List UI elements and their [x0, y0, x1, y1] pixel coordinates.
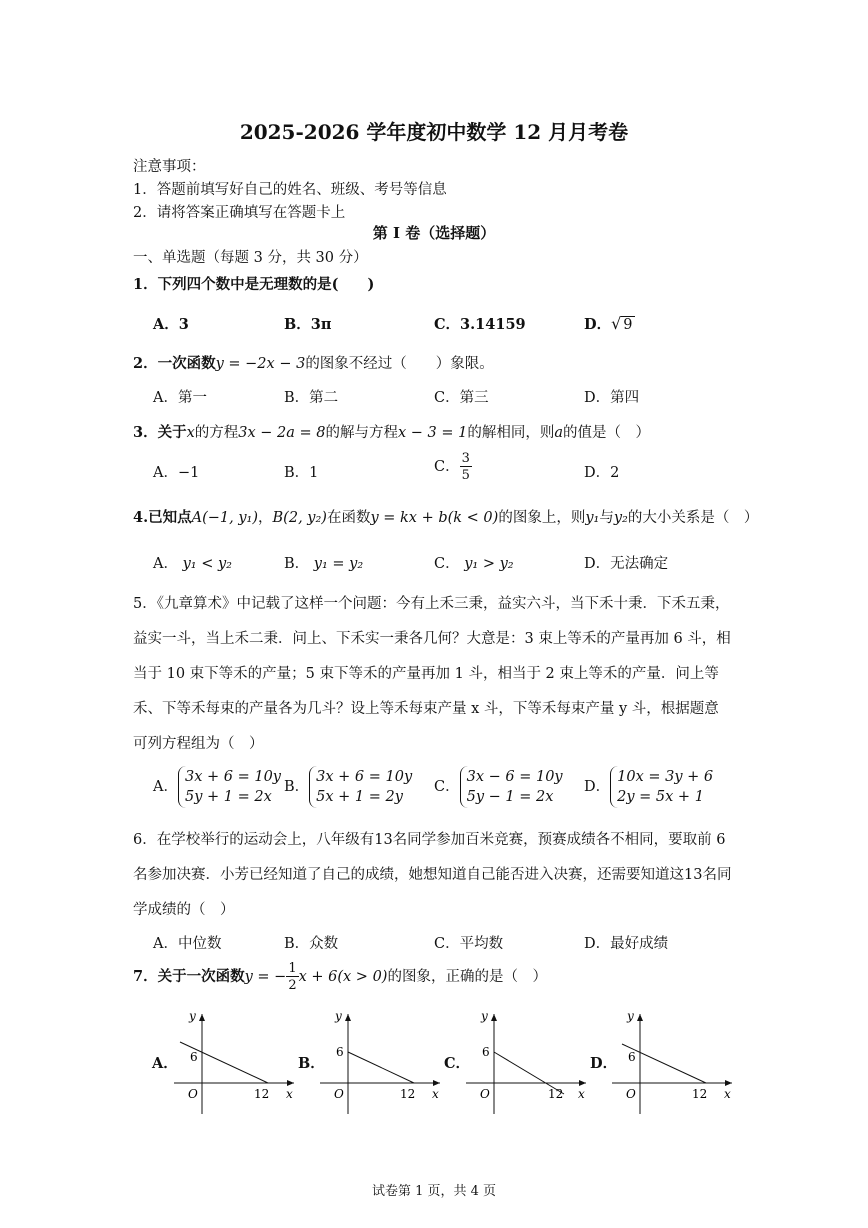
exam-title: 2025-2026 学年度初中数学 12 月月考卷 [239, 120, 629, 144]
q5-d-eq1: 10x = 3y + 6 [617, 769, 714, 785]
q1-option-d: D．√ 9 [584, 314, 633, 333]
q4-mid: 在函数 [326, 510, 371, 526]
q1-option-b: B．3π [284, 316, 332, 333]
q3-option-d: D．2 [584, 465, 620, 481]
q2-stem [133, 352, 494, 373]
q1-option-a: A．3 [153, 316, 189, 333]
q5-b-eq2: 5x + 1 = 2y [316, 789, 403, 805]
section-title: 第 I 卷（选择题） [372, 224, 496, 242]
q4-sep: ， [258, 510, 273, 526]
x-tick-label: 12 [254, 1087, 270, 1101]
q4-option-c [434, 552, 514, 573]
origin-label: O [334, 1087, 344, 1101]
y-tick-label: 6 [628, 1050, 636, 1064]
q5-b-eq1: 3x + 6 = 10y [316, 769, 413, 785]
q1-option-c: C．3.14159 [434, 316, 526, 333]
q3-var-x: x [186, 425, 195, 441]
q5-option-d-system [610, 766, 713, 808]
q3-mid1: 的方程 [194, 425, 239, 441]
q4-option-b-label: B． [284, 556, 310, 572]
q7-expr: x + 6(x > 0) [298, 969, 388, 985]
q5-option-b-label: B． [284, 779, 310, 795]
q5-c-eq1: 3x − 6 = 10y [466, 769, 563, 785]
q3-stem [133, 421, 650, 442]
q3-post: 的值是（ ） [563, 425, 651, 441]
q4-option-c-label: C． [434, 556, 460, 572]
q5-option-d-label: D． [584, 779, 611, 795]
q3-mid2: 的解与方程 [325, 425, 399, 441]
q4-point-a: A(−1, y₁) [191, 510, 259, 526]
notice-heading: 注意事项： [133, 159, 206, 175]
x-tick-label: 12 [692, 1087, 708, 1101]
q2-pre: 2．一次函数 [133, 355, 216, 372]
notice-item-1: 1．答题前填写好自己的姓名、班级、考号等信息 [133, 182, 447, 198]
q4-mid3: 与 [599, 510, 614, 526]
q1-option-d-label: D． [584, 316, 612, 333]
q5-option-d [584, 766, 713, 808]
q2-option-a: A．第一 [153, 390, 207, 406]
q7-post: 的图象，正确的是（ ） [387, 969, 547, 985]
q5-option-b-system [309, 766, 412, 808]
q4-function: y = kx + b(k < 0) [370, 510, 499, 526]
y-axis-label: y [189, 1010, 196, 1023]
origin-label: O [480, 1087, 490, 1101]
q6-stem: 6．在学校举行的运动会上，八年级有13名同学参加百米竞赛，预赛成绩各不相同，要取前 6 名参加决赛．小芳已经知道了自己的成绩，她想知道自己能否进入决赛，还需要知道这13名同学成绩的（ ） [133, 832, 732, 918]
q7-option-a-label: A． [152, 1055, 178, 1072]
q5-option-a [153, 766, 281, 808]
q5-a-eq1: 3x + 6 = 10y [184, 769, 281, 785]
y-axis-label: y [481, 1010, 488, 1023]
q5-a-eq2: 5y + 1 = 2x [184, 789, 272, 805]
q4-option-a-label: A． [153, 556, 178, 572]
q5-option-a-system [178, 766, 281, 808]
q4-option-a-expr: y₁ < y₂ [182, 556, 232, 572]
q5-option-c [434, 766, 563, 808]
q7-option-d-graph [610, 1010, 738, 1118]
q4-option-d: D．无法确定 [584, 556, 669, 572]
q7-option-b-graph [318, 1010, 446, 1118]
part-title: 一、单选题（每题 3 分，共 30 分） [133, 250, 368, 266]
q4-option-c-expr: y₁ > y₂ [464, 556, 514, 572]
x-tick-label: 12 [548, 1087, 564, 1101]
q3-eq2: x − 3 = 1 [398, 425, 468, 441]
q2-expr: y = −2x − 3 [215, 356, 306, 372]
q4-point-b: B(2, y₂) [272, 510, 327, 526]
q4-mid2: 的图象上，则 [498, 510, 586, 526]
q3-pre: 3．关于 [133, 424, 187, 441]
q1-option-d-value: 9 [623, 317, 633, 333]
q5-option-a-label: A． [153, 779, 178, 795]
q4-pre: 4.已知点 [133, 509, 192, 526]
q5-c-eq2: 5y − 1 = 2x [466, 789, 554, 805]
x-axis-label: x [578, 1087, 585, 1101]
q3-eq1: 3x − 2a = 8 [238, 425, 326, 441]
q4-option-b [284, 552, 363, 573]
q3-c-numerator: 3 [461, 451, 470, 466]
q7-option-c-label: C． [444, 1055, 471, 1072]
q6-option-a: A．中位数 [153, 936, 222, 952]
x-axis-label: x [286, 1087, 293, 1101]
q6-option-c: C．平均数 [434, 936, 504, 952]
q7-fraction [286, 962, 298, 992]
q4-y2: y₂ [613, 510, 628, 526]
y-axis-label: y [627, 1010, 634, 1023]
q3-option-b: B．1 [284, 465, 319, 481]
q5-stem: 5．《九章算术》中记载了这样一个问题：今有上禾三秉，益实六斗，当下禾十秉．下禾五秉，益实一斗，当上禾二秉．问上、下禾实一秉各几何？大意是：3 束上等禾的产量再加 6 斗，相当于 10 束下等禾的产量；5 束下等禾的产量再加 1 斗，相当于 2 束上等禾的产量．问上等禾、下等禾每束的产量各为几斗？设上等禾每束产量 x 斗，下等禾每束产量 y 斗，根据题意可列方程组为（ ） [133, 596, 731, 752]
q7-option-b-label: B． [298, 1055, 325, 1072]
x-tick-label: 12 [400, 1087, 416, 1101]
y-tick-label: 6 [482, 1045, 490, 1059]
q2-option-d: D．第四 [584, 390, 640, 406]
q7-option-d-label: D． [590, 1055, 618, 1072]
q4-post: 的大小关系是（ ） [627, 510, 759, 526]
q4-stem [133, 506, 758, 527]
q7-stem [133, 962, 547, 992]
q5-d-eq2: 2y = 5x + 1 [617, 789, 704, 805]
q5-option-b [284, 766, 412, 808]
notice-item-2: 2．请将答案正确填写在答题卡上 [133, 205, 346, 221]
q7-denominator: 2 [288, 978, 297, 993]
q4-option-a [153, 552, 232, 573]
q2-option-b: B．第二 [284, 390, 339, 406]
q7-option-c-graph [464, 1010, 592, 1118]
q2-option-c: C．第三 [434, 390, 489, 406]
q4-y1: y₁ [585, 510, 600, 526]
q6-option-d: D．最好成绩 [584, 936, 669, 952]
page-footer: 试卷第 1 页，共 4 页 [371, 1184, 497, 1199]
q5-option-c-label: C． [434, 779, 460, 795]
q3-option-c-label: C． [434, 459, 460, 475]
y-tick-label: 6 [190, 1050, 198, 1064]
q7-pre: 7．关于一次函数 [133, 968, 245, 985]
q3-option-c-fraction [460, 452, 472, 482]
q1-stem: 1．下列四个数中是无理数的是( ) [133, 276, 375, 293]
q7-y-eq: y = − [244, 969, 287, 985]
x-axis-label: x [432, 1087, 439, 1101]
q3-var-a: a [554, 425, 564, 441]
q3-option-c [434, 452, 472, 482]
y-axis-label: y [335, 1010, 342, 1023]
q3-c-denominator: 5 [461, 468, 470, 483]
q7-numerator: 1 [288, 961, 297, 976]
q3-option-a: A．−1 [153, 465, 200, 481]
q4-option-b-expr: y₁ = y₂ [313, 556, 364, 572]
y-tick-label: 6 [336, 1045, 344, 1059]
q6-option-b: B．众数 [284, 936, 339, 952]
q2-post: 的图象不经过（ ）象限。 [305, 356, 494, 372]
q3-mid3: 的解相同，则 [467, 425, 555, 441]
origin-label: O [188, 1087, 198, 1101]
q5-option-c-system [460, 766, 563, 808]
q7-option-a-graph [172, 1010, 300, 1118]
origin-label: O [626, 1087, 636, 1101]
x-axis-label: x [724, 1087, 731, 1101]
